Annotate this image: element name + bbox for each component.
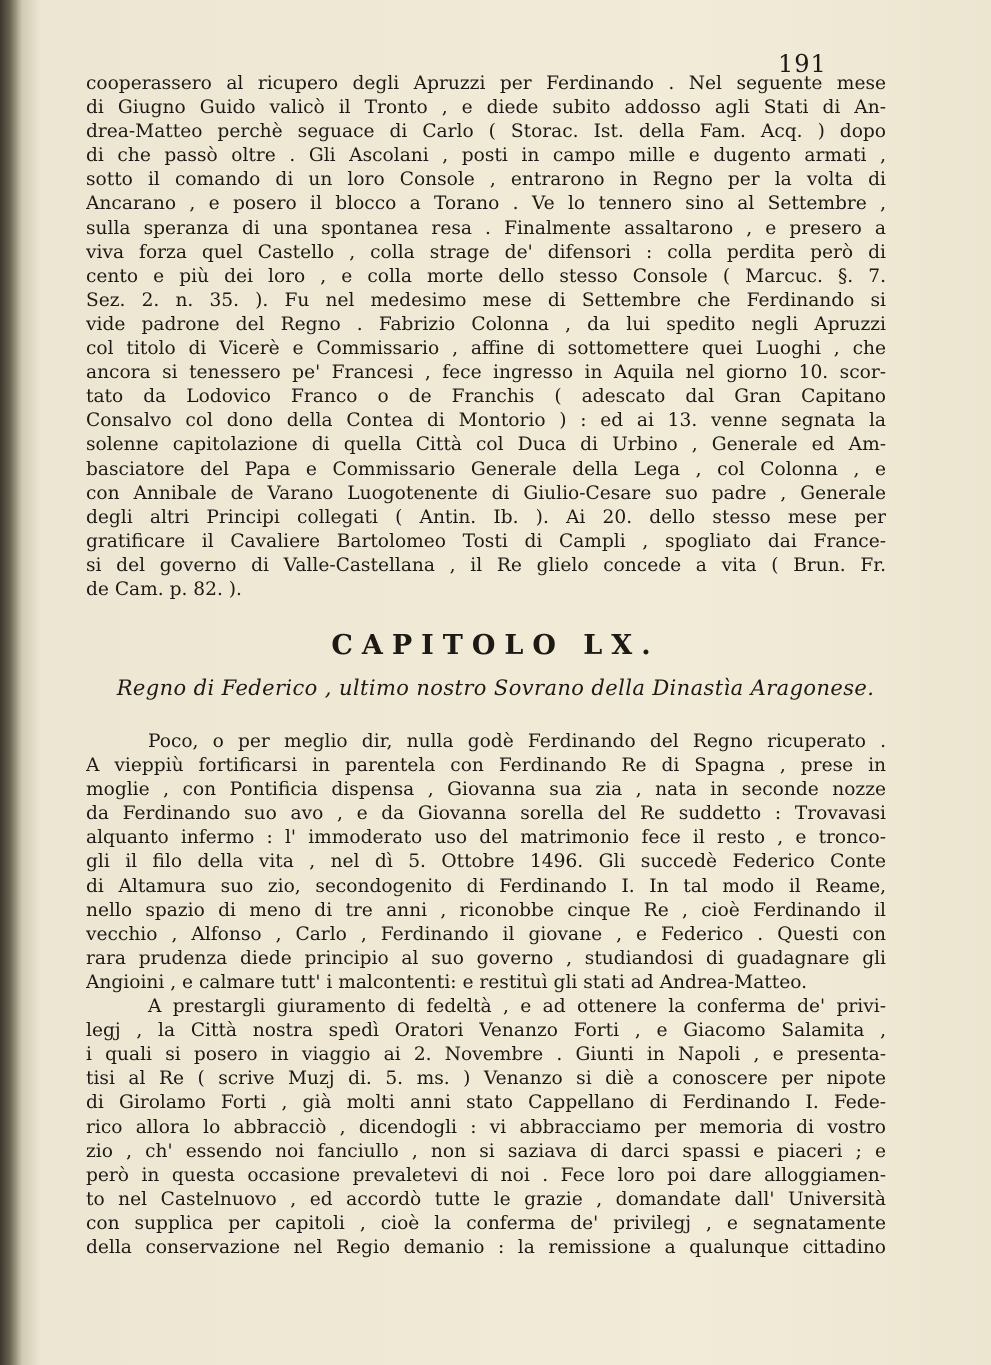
- text-line: di Girolamo Forti , già molti anni stato Cappellano di Ferdinando I. Fede-: [86, 1092, 886, 1114]
- text-line: Poco, o per meglio dir, nulla godè Ferdinando del Regno ricuperato .: [148, 731, 886, 752]
- text-line: vecchio , Alfonso , Carlo , Ferdinando il giovane , e Federico . Questi con: [86, 923, 886, 945]
- text-line: Ancarano , e posero il blocco a Torano . Ve lo tennero sino al Settembre ,: [86, 193, 886, 215]
- paragraph-two: [86, 730, 886, 1260]
- text-line: si del governo di Valle-Castellana , il Re glielo concede a vita ( Brun. Fr.: [86, 554, 886, 576]
- chapter-heading: CAPITOLO LX.: [331, 630, 660, 661]
- text-line: drea-Matteo perchè seguace di Carlo ( Storac. Ist. della Fam. Acq. ) dopo: [86, 121, 886, 143]
- text-line: Sez. 2. n. 35. ). Fu nel medesimo mese di Settembre che Ferdinando si: [86, 289, 886, 311]
- chapter-subtitle: Regno di Federico , ultimo nostro Sovrano della Dinastìa Aragonese.: [116, 676, 875, 700]
- text-line: di Giugno Guido valicò il Tronto , e diede subito addosso agli Stati di An-: [86, 97, 886, 119]
- text-line: Angioini , e calmare tutt' i malcontenti: e restituì gli stati ad Andrea-Matteo.: [86, 971, 808, 993]
- text-line: ancora si tenessero pe' Francesi , fece ingresso in Aquila nel giorno 10. scor-: [86, 362, 886, 384]
- text-line: con Annibale de Varano Luogotenente di Giulio-Cesare suo padre , Generale: [86, 482, 886, 504]
- text-line: degli altri Principi collegati ( Antin. Ib. ). Ai 20. dello stesso mese per: [86, 506, 886, 528]
- text-line: sotto il comando di un loro Console , entrarono in Regno per la volta di: [86, 169, 886, 191]
- text-line: gli il filo della vita , nel dì 5. Ottobre 1496. Gli succedè Federico Conte: [86, 851, 886, 873]
- text-line: cooperassero al ricupero degli Apruzzi per Ferdinando . Nel seguente mese: [86, 73, 886, 94]
- text-line: di che passò oltre . Gli Ascolani , posti in campo mille e dugento armati ,: [86, 145, 886, 167]
- text-line: col titolo di Vicerè e Commissario , affine di sottomettere quei Luoghi , che: [86, 338, 886, 360]
- text-line: rara prudenza diede principio al suo governo , studiandosi di guadagnare gli: [86, 947, 886, 969]
- page-number: 191: [778, 50, 827, 78]
- text-line: zio , ch' essendo noi fanciullo , non si saziava di darci spassi e piaceri ; e: [86, 1140, 886, 1162]
- text-line: solenne capitolazione di quella Città col Duca di Urbino , Generale ed Am-: [86, 434, 886, 456]
- text-line: con supplica per capitoli , cioè la conferma de' privilegj , e segnatamente: [86, 1212, 886, 1234]
- text-line: gratificare il Cavaliere Bartolomeo Tosti di Campli , spogliato dai France-: [86, 530, 886, 552]
- text-line: della conservazione nel Regio demanio : la remissione a qualunque cittadino: [86, 1236, 886, 1258]
- text-line: vide padrone del Regno . Fabrizio Colonna , da lui spedito negli Apruzzi: [86, 313, 886, 335]
- text-line: viva forza quel Castello , colla strage de' difensori : colla perdita però di: [86, 241, 886, 263]
- text-line: nello spazio di meno di tre anni , riconobbe cinque Re , cioè Ferdinando il: [86, 899, 886, 921]
- paragraph-one: [86, 72, 886, 602]
- text-line: A prestargli giuramento di fedeltà , e ad ottenere la conferma de' privi-: [148, 996, 886, 1018]
- text-line: basciatore del Papa e Commissario Generale della Lega , col Colonna , e: [86, 458, 886, 480]
- text-line: i quali si posero in viaggio ai 2. Novembre . Giunti in Napoli , e presenta-: [86, 1044, 886, 1066]
- text-line: di Altamura suo zio, secondogenito di Ferdinando I. In tal modo il Reame,: [86, 875, 886, 897]
- text-line: A vieppiù fortificarsi in parentela con Ferdinando Re di Spagna , prese in: [86, 755, 886, 777]
- text-line: alquanto infermo : l' immoderato uso del matrimonio fece il resto , e tronco-: [86, 827, 886, 849]
- text-line: sulla speranza di una spontanea resa . Finalmente assaltarono , e presero a: [86, 217, 886, 239]
- text-line: da Ferdinando suo avo , e da Giovanna sorella del Re suddetto : Trovavasi: [86, 803, 886, 825]
- text-line: cento e più dei loro , e colla morte dello stesso Console ( Marcuc. §. 7.: [86, 265, 886, 287]
- text-line: Consalvo col dono della Contea di Montorio ) : ed ai 13. venne segnata la: [86, 410, 886, 432]
- text-line: to nel Castelnuovo , ed accordò tutte le grazie , domandate dall' Università: [86, 1188, 886, 1210]
- text-line: de Cam. p. 82. ).: [86, 578, 242, 600]
- text-line: rico allora lo abbracciò , dicendogli : vi abbracciamo per memoria di vostro: [86, 1116, 886, 1138]
- text-line: legj , la Città nostra spedì Oratori Venanzo Forti , e Giacomo Salamita ,: [86, 1020, 886, 1042]
- text-line: però in questa occasione prevaletevi di noi . Fece loro poi dare alloggiamen-: [86, 1164, 886, 1186]
- text-line: tato da Lodovico Franco o de Franchis ( adescato dal Gran Capitano: [86, 386, 886, 408]
- text-line: moglie , con Pontificia dispensa , Giovanna sua zia , nata in seconde nozze: [86, 779, 886, 801]
- text-line: tisi al Re ( scrive Muzj di. 5. ms. ) Venanzo si diè a conoscere per nipote: [86, 1068, 886, 1090]
